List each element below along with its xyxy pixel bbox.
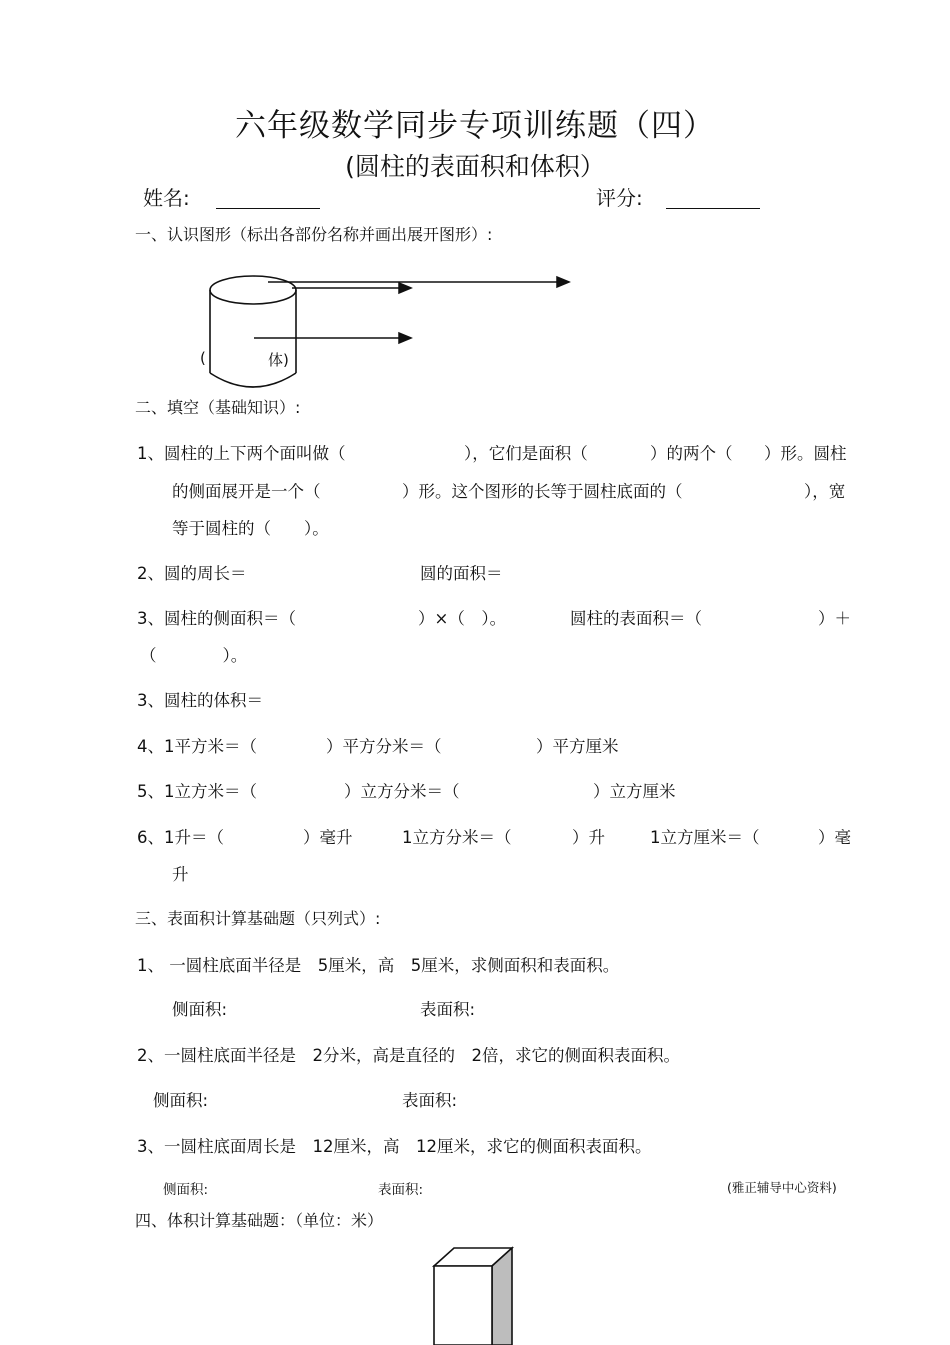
- p2-text: 2、一圆柱底面半径是 2分米，高是直径的 2倍，求它的侧面积表面积。: [137, 1046, 680, 1065]
- p1-text: 1、 一圆柱底面半径是 5厘米，高 5厘米，求侧面积和表面积。: [137, 956, 620, 975]
- q2-area: 圆的面积＝: [420, 564, 503, 583]
- section3-heading: 三、表面积计算基础题（只列式）:: [135, 909, 381, 928]
- cylinder-bottom-arc: [210, 373, 296, 387]
- cylinder-label-close: 体): [268, 351, 289, 369]
- q6-a: 6、1升＝（: [137, 828, 224, 847]
- q3-lateral-a: 3、圆柱的侧面积＝（: [137, 609, 296, 628]
- q5-a: 5、1立方米＝（: [137, 782, 257, 801]
- section4-heading: 四、体积计算基础题：（单位：米）: [135, 1211, 384, 1230]
- prism-side-face: [492, 1248, 512, 1345]
- q1-line1-a: 1、圆柱的上下两个面叫做（: [137, 444, 346, 463]
- p1-side-label: 侧面积:: [172, 1000, 228, 1019]
- q6-d: ）升: [572, 828, 605, 847]
- p3-side-label: 侧面积:: [163, 1182, 209, 1198]
- label-arrows: [254, 277, 569, 343]
- cylinder-label-open: (: [200, 349, 206, 367]
- cylinder-figure: [210, 276, 296, 387]
- q6-c: 1立方分米＝（: [402, 828, 512, 847]
- q2-circumference: 2、圆的周长＝: [137, 564, 247, 583]
- section2-heading: 二、填空（基础知识）:: [135, 398, 301, 417]
- p2-surface-label: 表面积:: [402, 1091, 458, 1110]
- arrow-head-2: [399, 283, 411, 293]
- q4-a: 4、1平方米＝（: [137, 737, 257, 756]
- arrow-head-3: [399, 333, 411, 343]
- q4-b: ）平方分米＝（: [326, 737, 442, 756]
- q3-lateral-b: ）×（ ）。: [418, 609, 507, 628]
- q6-f: ）毫: [818, 828, 851, 847]
- source-note: (雅正辅导中心资料): [727, 1180, 837, 1195]
- q1-line2-c: ），宽: [804, 482, 846, 501]
- q1-line1-b: ），它们是面积（: [464, 444, 588, 463]
- q1-line1-d: ）形。圆柱: [764, 444, 847, 463]
- section1-heading: 一、认识图形（标出各部份名称并画出展开图形）:: [135, 225, 493, 244]
- q1-line1-c: ）的两个（: [650, 444, 733, 463]
- q3-surface-b: ）＋: [818, 609, 851, 628]
- p2-side-label: 侧面积:: [153, 1091, 209, 1110]
- q6-e: 1立方厘米＝（: [650, 828, 760, 847]
- page-title: 六年级数学同步专项训练题（四）: [235, 108, 715, 144]
- q5-b: ）立方分米＝（: [344, 782, 460, 801]
- p3-text: 3、一圆柱底面周长是 12厘米，高 12厘米，求它的侧面积表面积。: [137, 1137, 652, 1156]
- q3-surface-a: 圆柱的表面积＝（: [570, 609, 702, 628]
- arrow-head-1: [557, 277, 569, 287]
- q4-c: ）平方厘米: [536, 737, 619, 756]
- prism-front-face: [434, 1266, 492, 1345]
- cylinder-top-ellipse: [210, 276, 296, 304]
- p3-surface-label: 表面积:: [378, 1182, 424, 1198]
- q1-line2-a: 的侧面展开是一个（: [172, 482, 321, 501]
- q6-b: ）毫升: [303, 828, 353, 847]
- q3-volume: 3、圆柱的体积＝: [137, 691, 263, 710]
- p1-surface-label: 表面积:: [420, 1000, 476, 1019]
- q3-line2: （ ）。: [140, 646, 248, 665]
- q5-c: ）立方厘米: [593, 782, 676, 801]
- name-label: 姓名:: [143, 186, 190, 210]
- q1-line3: 等于圆柱的（ ）。: [172, 519, 329, 538]
- page-subtitle: (圆柱的表面积和体积）: [345, 152, 605, 181]
- score-label: 评分:: [596, 186, 643, 210]
- q1-line2-b: ）形。这个图形的长等于圆柱底面的（: [402, 482, 683, 501]
- q6-line2: 升: [172, 865, 189, 884]
- prism-figure: [434, 1248, 512, 1345]
